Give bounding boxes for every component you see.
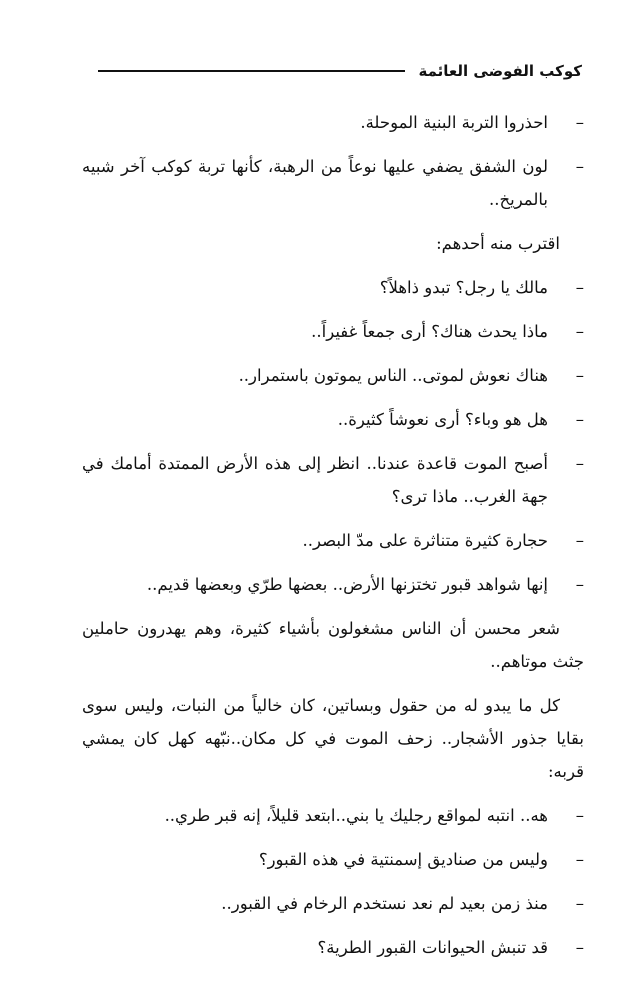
header-rule [98, 70, 405, 72]
dialogue-dash: – [575, 322, 584, 341]
paragraph-text: أصبح الموت قاعدة عندنا.. انظر إلى هذه الأرض الممتدة أمامك في جهة الغرب.. ماذا ترى؟ [82, 454, 548, 506]
dialogue-dash: – [575, 850, 584, 869]
paragraph-text: لون الشفق يضفي عليها نوعاً من الرهبة، كأنها تربة كوكب آخر شبيه بالمريخ.. [82, 157, 548, 209]
paragraph-text: قد تنبش الحيوانات القبور الطرية؟ [317, 938, 548, 957]
narration-paragraph [82, 612, 584, 678]
dialogue-dash: – [575, 410, 584, 429]
paragraph-text: ماذا يحدث هناك؟ أرى جمعاً غفيراً.. [311, 322, 548, 341]
paragraph-text: احذروا التربة البنية الموحلة. [360, 113, 548, 132]
dialogue-line [82, 150, 584, 216]
narration-paragraph [82, 227, 584, 260]
running-header [98, 62, 582, 80]
chapter-title: كوكب الفوضى العائمة [418, 62, 582, 80]
dialogue-line [82, 271, 584, 304]
dialogue-dash: – [575, 806, 584, 825]
paragraph-text: هناك نعوش لموتى.. الناس يموتون باستمرار.. [238, 366, 548, 385]
dialogue-line [82, 315, 584, 348]
paragraph-text: اقترب منه أحدهم: [436, 234, 560, 253]
dialogue-dash: – [575, 454, 584, 473]
dialogue-dash: – [575, 894, 584, 913]
dialogue-line [82, 931, 584, 964]
dialogue-line [82, 843, 584, 876]
dialogue-line [82, 524, 584, 557]
dialogue-dash: – [575, 938, 584, 957]
paragraph-text: منذ زمن بعيد لم نعد نستخدم الرخام في القبور.. [221, 894, 548, 913]
dialogue-line [82, 887, 584, 920]
dialogue-dash: – [575, 531, 584, 550]
paragraph-text: كل ما يبدو له من حقول وبساتين، كان خالياً من النبات، وليس سوى بقايا جذور الأشجار.. زحف الموت في كل مكان..نبّهه كهل كان يمشي قربه: [82, 696, 584, 781]
dialogue-line [82, 799, 584, 832]
dialogue-dash: – [575, 575, 584, 594]
paragraph-text: حجارة كثيرة متناثرة على مدّ البصر.. [302, 531, 548, 550]
paragraph-text: مالك يا رجل؟ تبدو ذاهلاً؟ [379, 278, 548, 297]
dialogue-line [82, 447, 584, 513]
body-text [82, 106, 584, 975]
dialogue-line [82, 106, 584, 139]
paragraph-text: إنها شواهد قبور تختزنها الأرض.. بعضها طرّي وبعضها قديم.. [146, 575, 548, 594]
narration-paragraph [82, 689, 584, 788]
dialogue-line [82, 359, 584, 392]
paragraph-text: هه.. انتبه لمواقع رجليك يا بني..ابتعد قليلاً، إنه قبر طري.. [164, 806, 548, 825]
dialogue-dash: – [575, 157, 584, 176]
paragraph-text: هل هو وباء؟ أرى نعوشاً كثيرة.. [337, 410, 548, 429]
dialogue-line [82, 403, 584, 436]
dialogue-dash: – [575, 366, 584, 385]
dialogue-dash: – [575, 113, 584, 132]
dialogue-line [82, 568, 584, 601]
paragraph-text: شعر محسن أن الناس مشغولون بأشياء كثيرة، وهم يهدرون حاملين جثث موتاهم.. [82, 619, 584, 671]
dialogue-dash: – [575, 278, 584, 297]
paragraph-text: وليس من صناديق إسمنتية في هذه القبور؟ [258, 850, 548, 869]
